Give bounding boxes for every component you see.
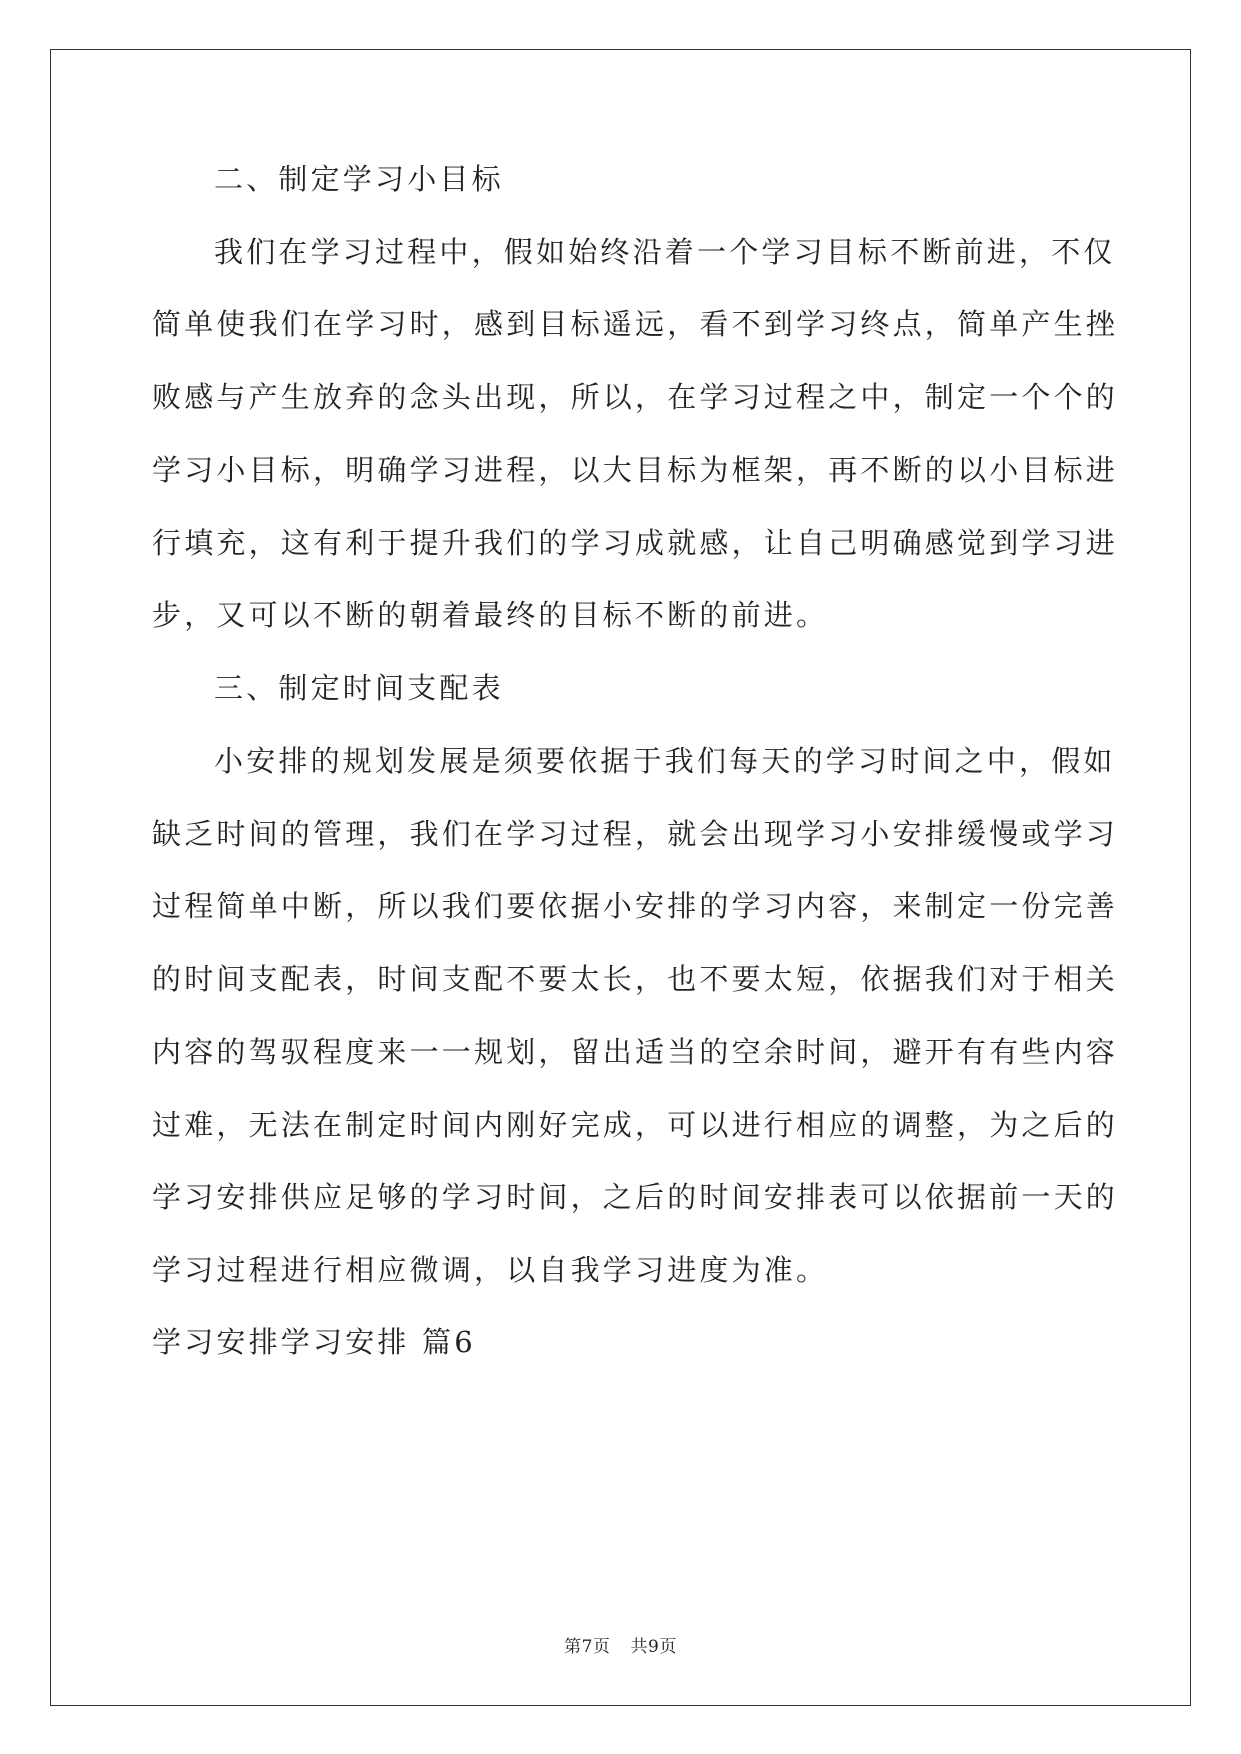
page-footer <box>0 1632 1241 1657</box>
page-border <box>50 49 1191 1706</box>
paragraph-line: 学习小目标，明确学习进程，以大目标为框架，再不断的以小目标进 <box>152 453 1119 487</box>
page-number: 第7页 <box>564 1637 611 1657</box>
paragraph-line: 的时间支配表，时间支配不要太长，也不要太短，依据我们对于相关 <box>152 962 1119 996</box>
section-heading-3: 三、制定时间支配表 <box>214 671 504 705</box>
paragraph-line: 步，又可以不断的朝着最终的目标不断的前进。 <box>152 598 829 632</box>
paragraph-line: 学习安排供应足够的学习时间，之后的时间安排表可以依据前一天的 <box>152 1180 1119 1214</box>
paragraph-line: 过程简单中断，所以我们要依据小安排的学习内容，来制定一份完善 <box>152 889 1119 923</box>
article-heading: 学习安排学习安排 篇6 <box>152 1325 476 1359</box>
paragraph-line: 我们在学习过程中，假如始终沿着一个学习目标不断前进，不仅 <box>214 235 1116 269</box>
paragraph-line: 简单使我们在学习时，感到目标遥远，看不到学习终点，简单产生挫 <box>152 307 1119 341</box>
paragraph-line: 缺乏时间的管理，我们在学习过程，就会出现学习小安排缓慢或学习 <box>152 817 1119 851</box>
paragraph-line: 过难，无法在制定时间内刚好完成，可以进行相应的调整，为之后的 <box>152 1108 1119 1142</box>
paragraph-line: 内容的驾驭程度来一一规划，留出适当的空余时间，避开有有些内容 <box>152 1035 1119 1069</box>
page-total: 共9页 <box>630 1637 677 1657</box>
paragraph-line: 小安排的规划发展是须要依据于我们每天的学习时间之中，假如 <box>214 744 1116 778</box>
paragraph-line: 行填充，这有利于提升我们的学习成就感，让自己明确感觉到学习进 <box>152 526 1119 560</box>
section-heading-2: 二、制定学习小目标 <box>214 162 504 196</box>
paragraph-line: 败感与产生放弃的念头出现，所以，在学习过程之中，制定一个个的 <box>152 380 1119 414</box>
paragraph-line: 学习过程进行相应微调，以自我学习进度为准。 <box>152 1253 829 1287</box>
